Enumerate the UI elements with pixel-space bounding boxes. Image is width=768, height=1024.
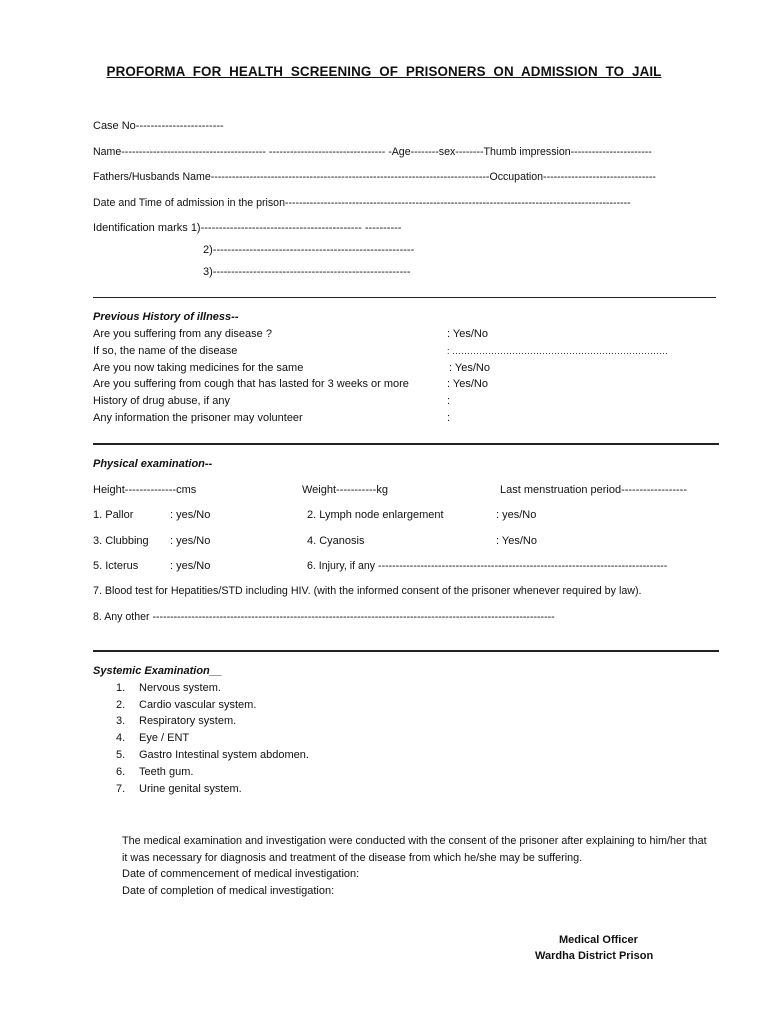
icterus-label: 5. Icterus [93,560,139,572]
systemic-item: Teeth gum. [139,766,194,778]
systemic-item: Cardio vascular system. [139,699,257,711]
signature-office: Wardha District Prison [535,950,654,962]
section-divider [93,650,719,652]
cyanosis-label: 4. Cyanosis [307,535,365,547]
history-answer: : [447,395,451,407]
cyanosis-value: : Yes/No [496,535,537,547]
pallor-label: 1. Pallor [93,509,134,521]
menstruation-field: Last menstruation period------------------ [500,484,688,496]
clubbing-value: : yes/No [170,535,211,547]
systemic-item: Gastro Intestinal system abdomen. [139,749,309,761]
systemic-item-number: 5. [116,749,126,761]
systemic-item: Nervous system. [139,682,221,694]
signature-title: Medical Officer [559,934,638,946]
commencement-date-field: Date of commencement of medical investigation: [122,868,360,880]
systemic-item-number: 2. [116,699,126,711]
systemic-item-number: 4. [116,732,126,744]
section-divider [93,443,719,445]
history-question: Any information the prisoner may volunteer [93,412,303,424]
name-age-sex-field: Name----------------------------------------- --------------------------------- -Age--------sex--------Thumb impression----------------------- [93,146,652,158]
systemic-item: Eye / ENT [139,732,190,744]
fathers-occupation-field: Fathers/Husbands Name-------------------------------------------------------------------------------Occupation-------------------------------- [93,171,656,183]
lymph-node-label: 2. Lymph node enlargement [307,509,444,521]
history-answer: : [447,412,451,424]
height-field: Height--------------cms [93,484,197,496]
systemic-item-number: 6. [116,766,126,778]
consent-paragraph: The medical examination and investigation were conducted with the consent of the prisoner after explaining to him/her that it was necessary for diagnosis and treatment of the disease from which he/she may be suffering. [122,835,707,864]
any-other-field: 8. Any other ------------------------------------------------------------------------------------------------------------------ [93,611,555,623]
pallor-value: : yes/No [170,509,211,521]
clubbing-label: 3. Clubbing [93,535,149,547]
injury-field: 6. Injury, if any ---------------------------------------------------------------------------------- [307,560,668,572]
admission-datetime-field: Date and Time of admission in the prison-------------------------------------------------------------------------------------------------- [93,197,631,209]
physical-heading: Physical examination-- [93,458,213,470]
section-divider [93,297,716,298]
icterus-value: : yes/No [170,560,211,572]
lymph-node-value: : yes/No [496,509,537,521]
history-question: History of drug abuse, if any [93,395,230,407]
weight-field: Weight-----------kg [302,484,388,496]
blood-test-item: 7. Blood test for Hepatities/STD including HIV. (with the informed consent of the prisoner whenever required by law). [93,585,642,597]
history-answer: : Yes/No [449,362,490,374]
identification-mark-3: 3)------------------------------------------------------ [203,266,411,278]
history-question: If so, the name of the disease [93,345,238,357]
systemic-heading: Systemic Examination__ [93,665,223,677]
identification-mark-1: Identification marks 1)-------------------------------------------- ---------- [93,222,402,234]
identification-mark-2: 2)------------------------------------------------------- [203,244,415,256]
history-question: Are you now taking medicines for the same [93,362,304,374]
history-answer: : Yes/No [447,328,488,340]
systemic-item: Respiratory system. [139,715,237,727]
history-answer: : ……………………………………………………………… [447,346,669,356]
systemic-item-number: 7. [116,783,126,795]
history-heading: Previous History of illness-- [93,311,239,323]
completion-date-field: Date of completion of medical investigation: [122,885,335,897]
history-question: Are you suffering from cough that has lasted for 3 weeks or more [93,378,409,390]
history-question: Are you suffering from any disease ? [93,328,272,340]
systemic-item-number: 3. [116,715,126,727]
history-answer: : Yes/No [447,378,488,390]
case-no-field: Case No------------------------ [93,120,224,132]
systemic-item: Urine genital system. [139,783,242,795]
document-title: PROFORMA FOR HEALTH SCREENING OF PRISONERS ON ADMISSION TO JAIL [106,64,662,79]
systemic-item-number: 1. [116,682,126,694]
